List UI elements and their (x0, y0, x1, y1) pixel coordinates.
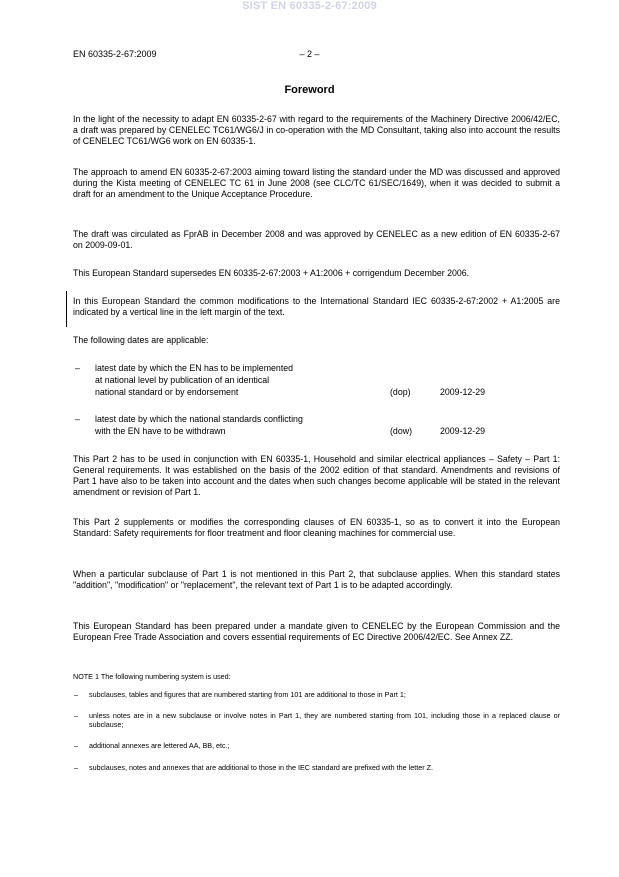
paragraph-5: In this European Standard the common modifications to the International Standard IEC 60335-2-67:2002 + A1:2005 are indicated by a vertical line in the left margin of the text. (73, 296, 560, 317)
note-item: subclauses, tables and figures that are numbered starting from 101 are additional to those in Part 1; (89, 690, 406, 699)
paragraph-1: In the light of the necessity to adapt EN 60335-2-67 with regard to the requirements of the Machinery Directive 2006/42/EC, a draft was prepared by CENELEC TC61/WG6/J in co-operation with the MD Consultant, taking also into account the results of CENELEC TC61/WG6 work on EN 60335-1. (73, 114, 560, 146)
note-item: unless notes are in a new subclause or involve notes in Part 1, they are numbered starting from 101, including those in a replaced clause or subclause; (89, 711, 560, 729)
watermark: SIST EN 60335-2-67:2009 (242, 0, 377, 12)
paragraph-2: The approach to amend EN 60335-2-67:2003 aiming toward listing the standard under the MD was discussed and approved during the Kista meeting of CENELEC TC 61 in June 2008 (see CLC/TC 61/SEC/1649), when it was decided to submit a draft for an amendment to the Unique Acceptance Procedure. (73, 167, 560, 199)
page-title: Foreword (284, 84, 335, 96)
note-item: subclauses, notes and annexes that are additional to those in the IEC standard are prefixed with the letter Z. (89, 763, 434, 772)
date-value: 2009-12-29 (440, 387, 485, 397)
date-item-line: national standard or by endorsement (95, 387, 239, 397)
date-value: 2009-12-29 (440, 426, 485, 436)
date-item-line: latest date by which the EN has to be implemented (95, 363, 294, 373)
document-id: EN 60335-2-67:2009 (73, 49, 157, 59)
date-item-line: latest date by which the national standards conflicting (95, 414, 303, 424)
note-dash: – (74, 690, 78, 699)
note-dash: – (74, 711, 78, 720)
paragraph-3: The draft was circulated as FprAB in December 2008 and was approved by CENELEC as a new edition of EN 60335-2-67 on 2009-09-01. (73, 229, 560, 250)
paragraph-6: The following dates are applicable: (73, 335, 209, 345)
list-dash: – (75, 414, 80, 424)
paragraph-9: When a particular subclause of Part 1 is not mentioned in this Part 2, that subclause applies. When this standard states "addition", "modification" or "replacement", the relevant text of Part 1 is to be adapted accordingly. (73, 569, 560, 590)
note-dash: – (74, 763, 78, 772)
date-item-line: with the EN have to be withdrawn (95, 426, 226, 436)
date-item-line: at national level by publication of an identical (95, 375, 270, 385)
page-number: – 2 – (299, 49, 320, 59)
paragraph-7: This Part 2 has to be used in conjunction with EN 60335-1, Household and similar electrical appliances – Safety – Part 1: General requirements. It was established on the basis of the 2002 edition of that standard. Amendments and revisions of Part 1 have also to be taken into account and the dates when such changes become applicable will be stated in the relevant amendment or revision of Part 1. (73, 454, 560, 497)
date-abbreviation: (dow) (390, 426, 412, 436)
date-abbreviation: (dop) (390, 387, 411, 397)
note-item: additional annexes are lettered AA, BB, etc.; (89, 741, 230, 750)
list-dash: – (75, 363, 80, 373)
paragraph-4: This European Standard supersedes EN 60335-2-67:2003 + A1:2006 + corrigendum December 2006. (73, 268, 470, 278)
paragraph-8: This Part 2 supplements or modifies the corresponding clauses of EN 60335-1, so as to convert it into the European Standard: Safety requirements for floor treatment and floor cleaning machines for commercial use. (73, 517, 560, 538)
paragraph-10: This European Standard has been prepared under a mandate given to CENELEC by the European Commission and the European Free Trade Association and covers essential requirements of EC Directive 2006/42/EC. See Annex ZZ. (73, 621, 560, 642)
note-dash: – (74, 741, 78, 750)
note-heading: NOTE 1 The following numbering system is used: (73, 672, 231, 681)
modification-vertical-line (66, 291, 67, 327)
